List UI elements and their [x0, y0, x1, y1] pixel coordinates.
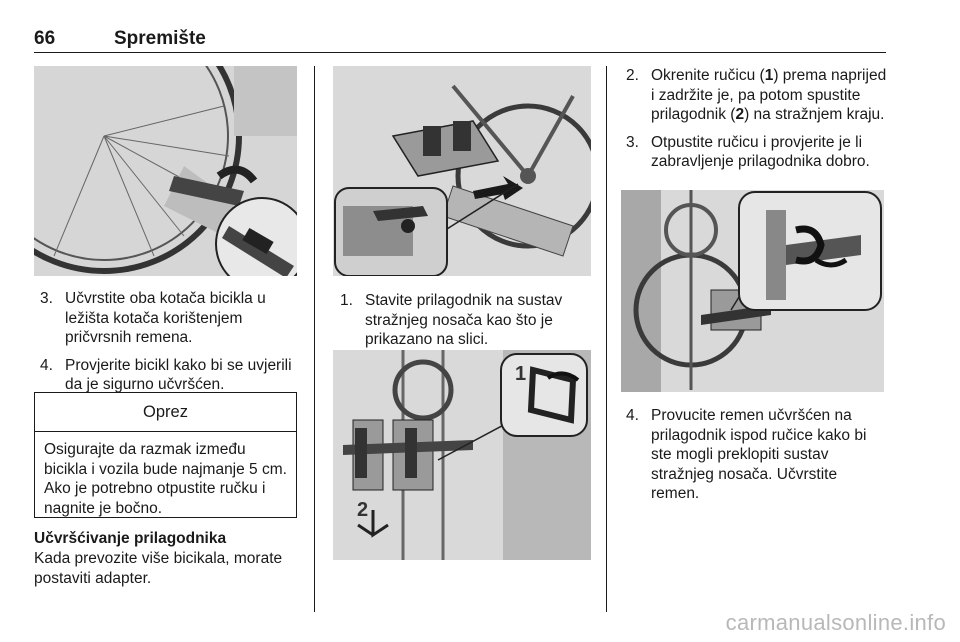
- lever-and-adapter-illustration: [333, 350, 591, 560]
- column-divider-1: [314, 66, 315, 612]
- steps-list-col1: [40, 289, 302, 403]
- step-text: Provucite remen učvršćen na prilagodnik ispod ručice kako bi ste mogli preklopiti sustav stražnjeg nosača. Učvrstite remen.: [651, 407, 867, 502]
- section-subheading: Učvršćivanje prilagodnika: [34, 530, 227, 547]
- section-paragraph: Kada prevozite više bicikala, morate postaviti adapter.: [34, 550, 283, 587]
- reference-number: 2: [735, 106, 745, 123]
- step-text: Stavite prilagodnik na sustav stražnjeg nosača kao što je prikazano na slici.: [365, 292, 563, 348]
- step-number: 3.: [626, 133, 639, 151]
- steps-list-col3: [626, 66, 888, 180]
- page-title: Spremište: [114, 28, 206, 49]
- step-text: Učvrstite oba kotača bicikla u ležišta kotača korištenjem pričvrsnih remena.: [65, 290, 266, 346]
- step-number: 4.: [626, 407, 639, 424]
- step-text: Otpustite ručicu i provjerite je li zabravljenje prilagodnika dobro.: [651, 133, 870, 170]
- list-item: [626, 66, 888, 125]
- page-header: [34, 16, 886, 53]
- step-number: 1.: [340, 292, 353, 309]
- list-item: [40, 356, 302, 395]
- list-item: [626, 406, 888, 504]
- caution-title: Oprez: [35, 393, 296, 432]
- step-text: Okrenite ručicu (1) prema naprijed i zadržite je, pa potom spustite prilagodnik (2) na stražnjem kraju.: [651, 67, 887, 123]
- reference-number: 1: [764, 67, 774, 84]
- list-item: [40, 289, 302, 348]
- lever-adapter-icon: [333, 350, 591, 560]
- step-number: 3.: [40, 290, 53, 307]
- steps-list-col2: [340, 291, 598, 358]
- adapter-on-rack-illustration: [333, 66, 591, 276]
- caution-box: [34, 392, 297, 518]
- list-item: [340, 291, 598, 350]
- steps-list-col3-lower: [626, 406, 888, 512]
- callout-2: 2: [357, 499, 369, 521]
- watermark: carmanualsonline.info: [725, 610, 946, 635]
- step-number: 4.: [40, 356, 53, 374]
- caution-text: Osigurajte da razmak između bicikla i vozila bude najmanje 5 cm. Ako je potrebno otpustite ručku i nagnite je bočno.: [44, 441, 287, 517]
- column-divider-2: [606, 66, 607, 612]
- bicycle-wheel-strap-icon: [34, 66, 297, 276]
- rack-adapter-icon: [333, 66, 591, 276]
- strap-tightening-illustration: [34, 66, 297, 276]
- callout-1: 1: [515, 363, 527, 385]
- step-number: 2.: [626, 67, 639, 84]
- list-item: [626, 133, 888, 172]
- page-number: 66: [34, 28, 56, 49]
- adapter-locked-icon: [621, 190, 884, 392]
- step-text: Provjerite bicikl kako bi se uvjerili da je sigurno učvršćen.: [65, 356, 292, 393]
- adapter-locked-illustration: [621, 190, 884, 392]
